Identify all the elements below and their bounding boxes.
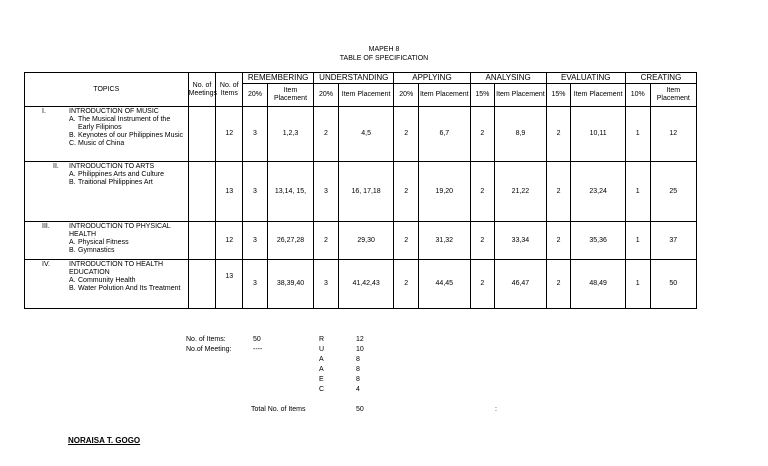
item-count-cell: 1 [625, 107, 650, 162]
subtopic [25, 247, 188, 255]
item-placement-cell: 44,45 [419, 260, 470, 309]
applying-header: APPLYING [394, 73, 470, 84]
topic-number: I. [42, 108, 46, 115]
meetings-cell [188, 260, 216, 309]
level-count: 10 [356, 346, 364, 353]
subtopic-text: Keynotes of our Philippines Music [78, 132, 184, 139]
item-placement-cell: 23,24 [571, 162, 626, 222]
meetings-cell [188, 162, 216, 222]
item-placement-cell: 37 [650, 222, 696, 260]
item-count-cell: 1 [625, 260, 650, 309]
topic-title: INTRODUCTION TO HEALTH EDUCATION [69, 261, 164, 276]
item-placement-cell: 12 [650, 107, 696, 162]
subtopic-letter: C. [69, 140, 76, 147]
level-letter: R [319, 336, 325, 343]
topics-header: TOPICS [25, 73, 189, 107]
subtopic-text: Music of China [78, 140, 125, 147]
level-letter: A [319, 356, 324, 363]
topic-cell [25, 162, 189, 222]
item-placement-cell: 1,2,3 [267, 107, 313, 162]
item-placement-cell: 25 [650, 162, 696, 222]
table-row [25, 222, 697, 260]
meetings-header: No. of Meetings [188, 73, 216, 107]
item-count-cell: 2 [546, 107, 571, 162]
items-cell: 13 [216, 260, 243, 309]
subtopic [25, 140, 188, 148]
subtopic-text: Water Polution And Its Treatment [78, 285, 181, 292]
colon-mark: : [495, 406, 497, 413]
item-placement-cell: 41,42,43 [338, 260, 394, 309]
item-placement-cell: 48,49 [571, 260, 626, 309]
items-cell: 12 [216, 107, 243, 162]
item-count-cell: 3 [243, 260, 268, 309]
table-row [25, 107, 697, 162]
total-value: 50 [356, 406, 364, 413]
total-label: Total No. of Items [251, 406, 306, 413]
item-placement-cell: 35,36 [571, 222, 626, 260]
item-count-cell: 1 [625, 222, 650, 260]
item-count-cell: 2 [314, 107, 339, 162]
topic-cell [25, 107, 189, 162]
subtopic [25, 171, 188, 179]
items-cell: 13 [216, 162, 243, 222]
item-count-cell: 2 [394, 107, 419, 162]
placement-header: Item Placement [267, 84, 313, 107]
understanding-header: UNDERSTANDING [314, 73, 394, 84]
subtopic [25, 132, 188, 140]
placement-header: Item Placement [338, 84, 394, 107]
level-count: 4 [356, 386, 360, 393]
topic-number: IV. [42, 261, 50, 268]
subtopic [25, 277, 188, 285]
level-letter: A [319, 366, 324, 373]
item-count-cell: 2 [394, 260, 419, 309]
item-count-cell: 2 [546, 162, 571, 222]
item-placement-cell: 31,32 [419, 222, 470, 260]
items-value: 50 [253, 336, 261, 343]
subtopic-text: Philippines Arts and Culture [78, 171, 164, 178]
item-count-cell: 3 [314, 162, 339, 222]
subtopic-text: Physical Fitness [78, 239, 129, 246]
item-count-cell: 3 [243, 222, 268, 260]
meetings-cell [188, 107, 216, 162]
analysing-header: ANALYSING [470, 73, 546, 84]
meeting-label: No.of Meeting: [186, 346, 232, 353]
placement-header: Item Placement [650, 84, 696, 107]
topic-cell [25, 260, 189, 309]
subtopic [25, 116, 188, 132]
document-subject: MAPEH 8 [368, 46, 400, 53]
table-row [25, 260, 697, 309]
meetings-cell [188, 222, 216, 260]
item-count-cell: 1 [625, 162, 650, 222]
percent-header: 15% [546, 84, 571, 107]
items-cell: 12 [216, 222, 243, 260]
subtopic-text: Community Health [78, 277, 136, 284]
placement-header: Item Placement [571, 84, 626, 107]
subtopic-text: The Musical Instrument of the Early Filipinos [78, 116, 171, 131]
level-letter: C [319, 386, 325, 393]
item-count-cell: 2 [394, 222, 419, 260]
item-placement-cell: 19,20 [419, 162, 470, 222]
level-letter: U [319, 346, 325, 353]
placement-header: Item Placement [495, 84, 546, 107]
subtopic-letter: B. [69, 285, 76, 292]
item-count-cell: 2 [546, 260, 571, 309]
percent-header: 20% [243, 84, 268, 107]
topic-number: III. [42, 223, 50, 230]
placement-header: Item Placement [419, 84, 470, 107]
item-placement-cell: 29,30 [338, 222, 394, 260]
item-count-cell: 2 [470, 260, 495, 309]
item-placement-cell: 13,14, 15, [267, 162, 313, 222]
item-placement-cell: 6,7 [419, 107, 470, 162]
specification-table [24, 72, 697, 309]
item-count-cell: 2 [546, 222, 571, 260]
level-count: 8 [356, 366, 360, 373]
subtopic [25, 179, 188, 187]
percent-header: 20% [394, 84, 419, 107]
item-count-cell: 2 [470, 107, 495, 162]
percent-header: 10% [625, 84, 650, 107]
item-count-cell: 2 [470, 222, 495, 260]
evaluating-header: EVALUATING [546, 73, 625, 84]
creating-header: CREATING [625, 73, 696, 84]
item-placement-cell: 10,11 [571, 107, 626, 162]
subtopic-letter: B. [69, 179, 76, 186]
subtopic-letter: A. [69, 239, 76, 246]
subtopic-letter: A. [69, 116, 76, 123]
level-count: 12 [356, 336, 364, 343]
item-placement-cell: 33,34 [495, 222, 546, 260]
document-title: TABLE OF SPECIFICATION [339, 55, 429, 62]
item-count-cell: 2 [394, 162, 419, 222]
percent-header: 20% [314, 84, 339, 107]
subtopic [25, 285, 188, 293]
signature-name: NORAISA T. GOGO [68, 436, 141, 445]
topic-title: INTRODUCTION TO ARTS [69, 163, 155, 170]
item-count-cell: 3 [314, 260, 339, 309]
item-placement-cell: 26,27,28 [267, 222, 313, 260]
topic-number: II. [53, 163, 59, 170]
level-letter: E [319, 376, 324, 383]
subtopic-letter: B. [69, 247, 76, 254]
percent-header: 15% [470, 84, 495, 107]
item-placement-cell: 4,5 [338, 107, 394, 162]
subtopic-letter: A. [69, 171, 76, 178]
item-placement-cell: 46,47 [495, 260, 546, 309]
item-count-cell: 2 [470, 162, 495, 222]
item-count-cell: 2 [314, 222, 339, 260]
subtopic-letter: B. [69, 132, 76, 139]
subtopic-text: Traitional Philippines Art [78, 179, 153, 186]
level-count: 8 [356, 376, 360, 383]
item-placement-cell: 16, 17,18 [338, 162, 394, 222]
table-row [25, 162, 697, 222]
topic-title: INTRODUCTION TO PHYSICAL HEALTH [69, 223, 171, 238]
remembering-header: REMEMBERING [243, 73, 314, 84]
item-count-cell: 3 [243, 107, 268, 162]
topic-title: INTRODUCTION OF MUSIC [69, 108, 159, 115]
item-placement-cell: 38,39,40 [267, 260, 313, 309]
topic-cell [25, 222, 189, 260]
items-label: No. of Items: [186, 336, 226, 343]
meeting-value: ---- [253, 346, 263, 353]
level-count: 8 [356, 356, 360, 363]
item-count-cell: 3 [243, 162, 268, 222]
subtopic-letter: A. [69, 277, 76, 284]
item-placement-cell: 8,9 [495, 107, 546, 162]
item-placement-cell: 21,22 [495, 162, 546, 222]
items-header: No. of Items [216, 73, 243, 107]
subtopic [25, 239, 188, 247]
subtopic-text: Gymnastics [78, 247, 115, 254]
item-placement-cell: 50 [650, 260, 696, 309]
